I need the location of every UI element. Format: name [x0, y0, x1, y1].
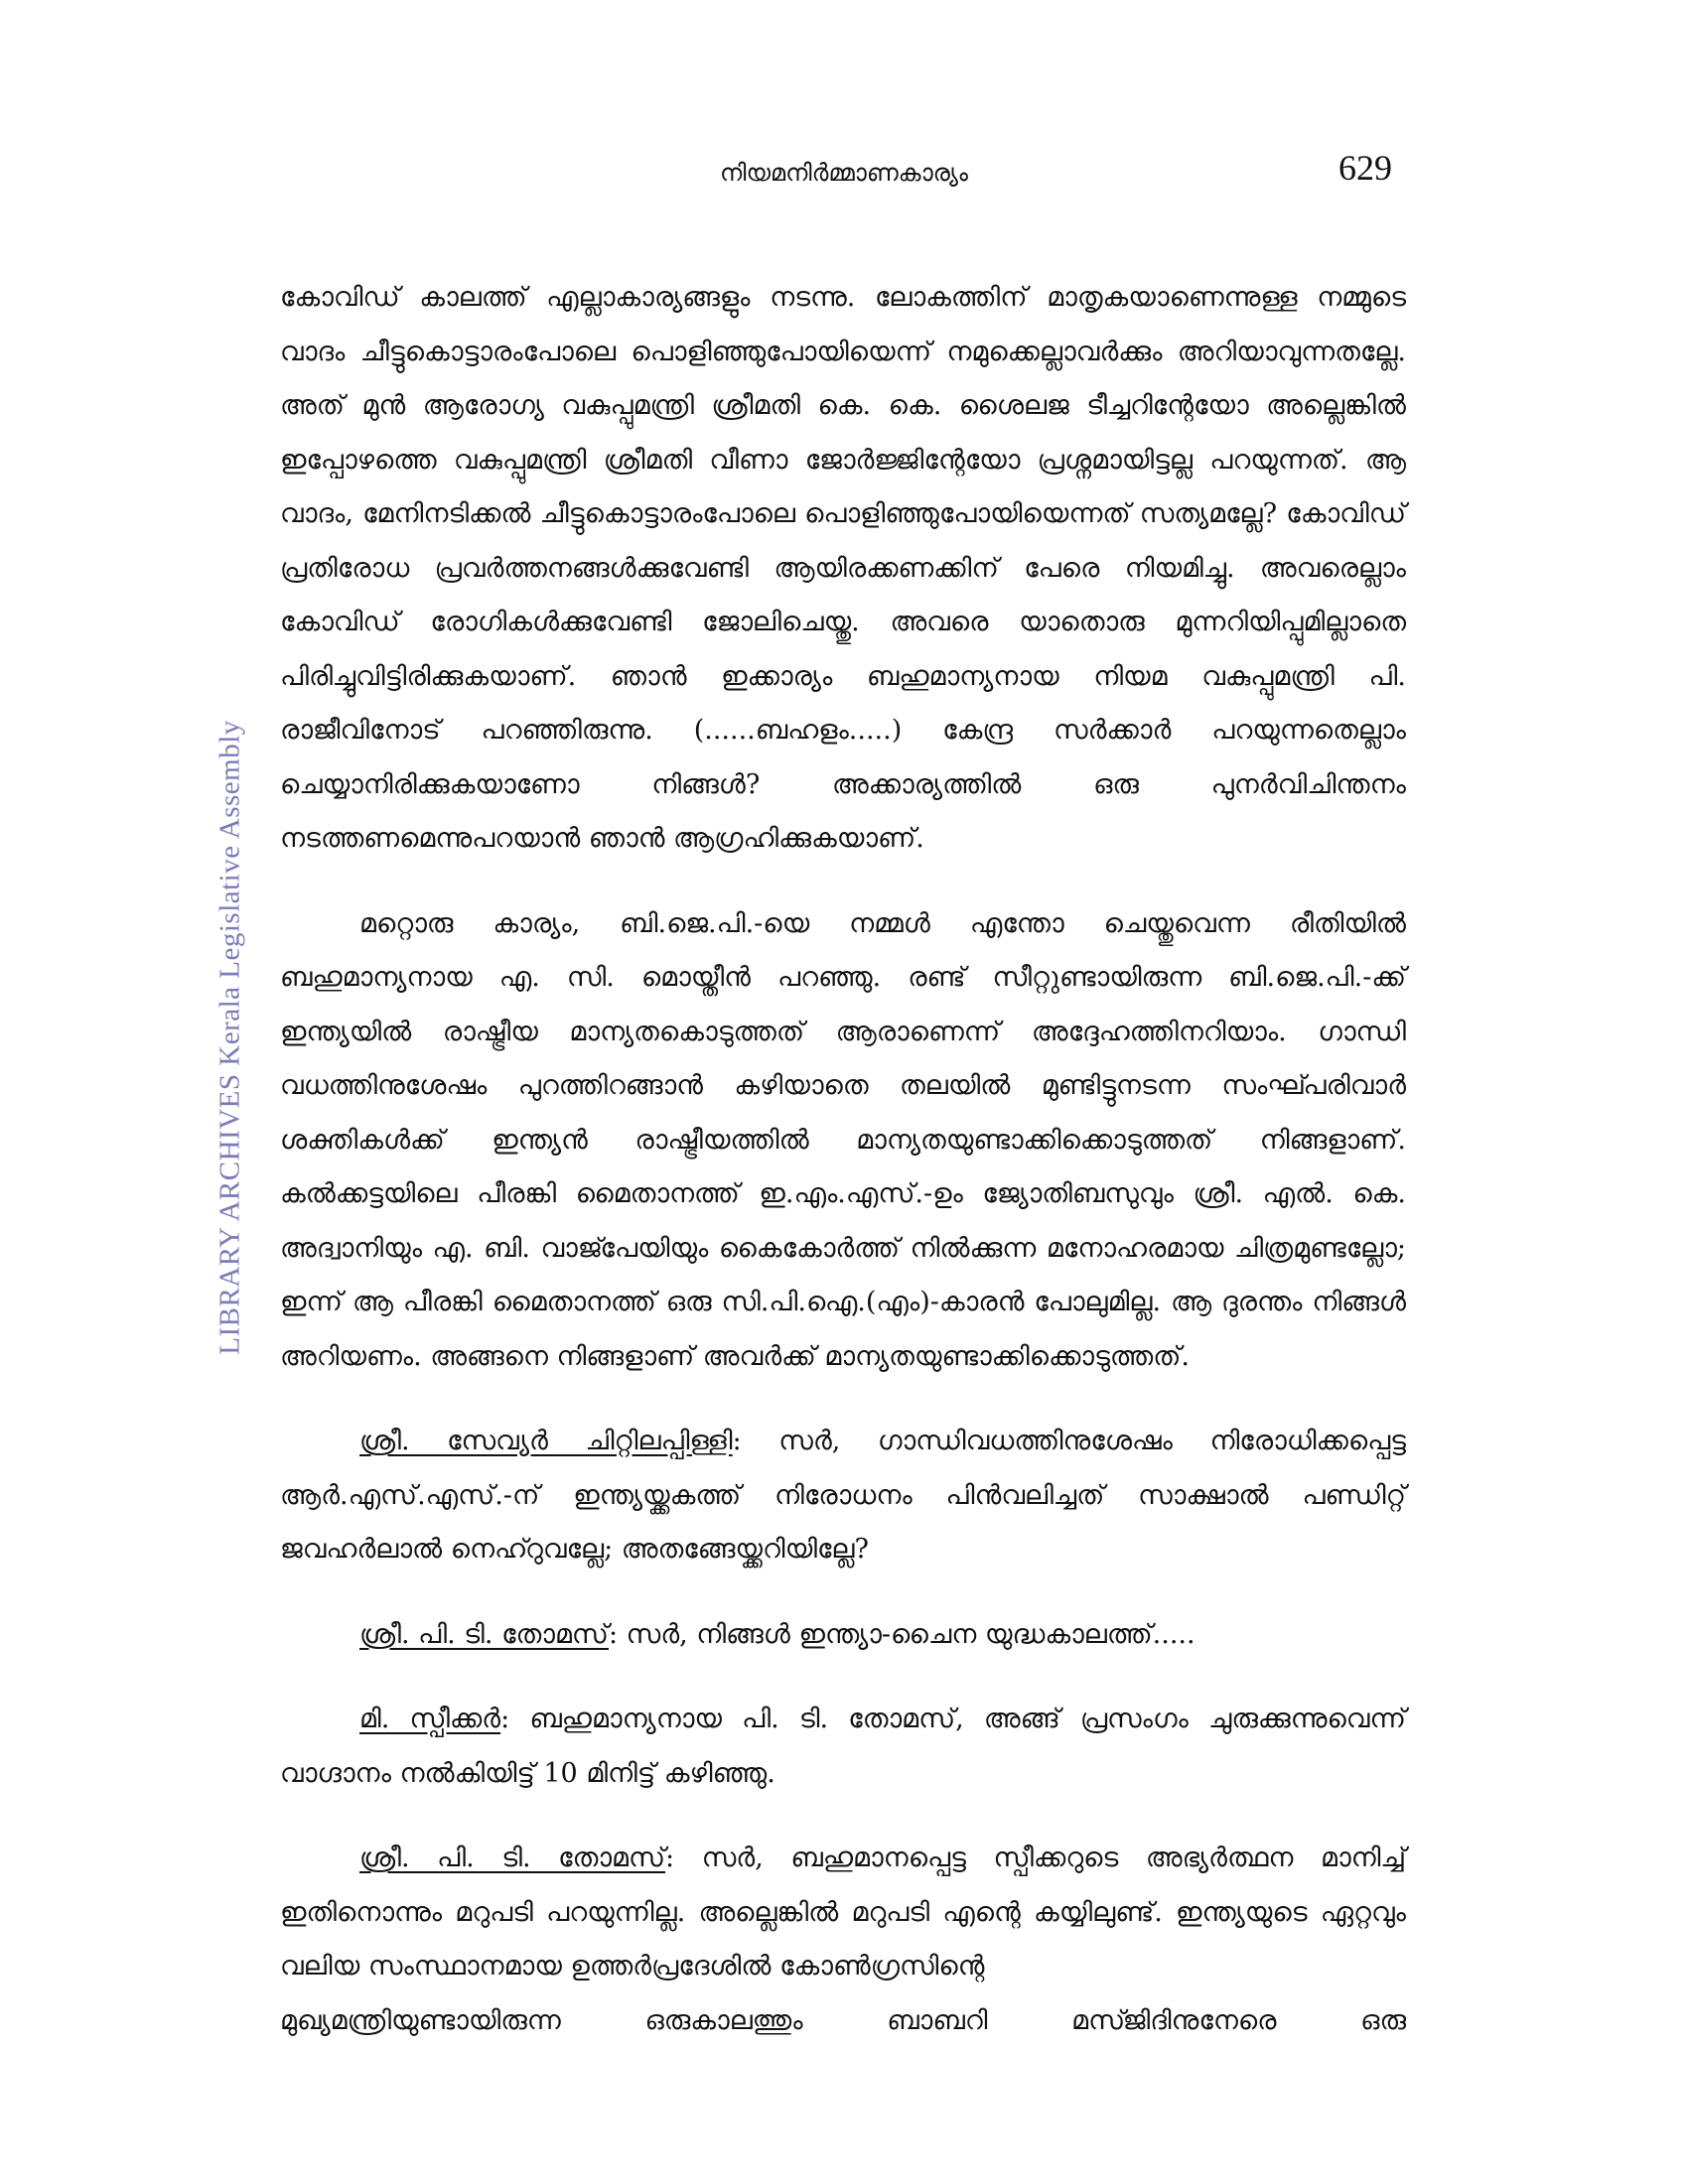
continued-word: ഒരുകാലത്തും [644, 2004, 803, 2036]
speaker-name: മി. സ്പീക്കർ [359, 1704, 501, 1734]
speech-text: : സർ, ഗാന്ധിവധത്തിനുശേഷം നിരോധിക്കപ്പെട്ട ആർ.എസ്.എസ്.-ന് ഇന്ത്യയ്ക്കകത്ത് നിരോധനം പിൻവലിച്ചത് സാക്ഷാൽ പണ്ഡിറ്റ് ജവഹർലാൽ നെഹ്റുവല്ലേ; അതങ്ങേയ്ക്കറിയില്ലേ? [280, 1426, 1407, 1565]
paragraph-2: മറ്റൊരു കാര്യം, ബി.ജെ.പി.-യെ നമ്മൾ എന്തോ ചെയ്തുവെന്ന രീതിയിൽ ബഹുമാന്യനായ എ. സി. മൊയ്തീൻ പറഞ്ഞു. രണ്ട് സീറ്റുണ്ടായിരുന്ന ബി.ജെ.പി.-ക്ക് ഇന്ത്യയിൽ രാഷ്ട്രീയ മാന്യതകൊടുത്തത് ആരാണെന്ന് അദ്ദേഹത്തിനറിയാം. ഗാന്ധി വധത്തിനുശേഷം പുറത്തിറങ്ങാൻ കഴിയാതെ തലയിൽ മുണ്ടിട്ടുനടന്ന സംഘ്പരിവാർ ശക്തികൾക്ക് ഇന്ത്യൻ രാഷ്ട്രീയത്തിൽ മാന്യതയുണ്ടാക്കിക്കൊടുത്തത് നിങ്ങളാണ്. കൽക്കട്ടയിലെ പീരങ്കി മൈതാനത്ത് ഇ.എം.എസ്.-ഉം ജ്യോതിബസുവും ശ്രീ. എൽ. കെ. അദ്വാനിയും എ. ബി. വാജ്പേയിയും കൈകോർത്ത് നിൽക്കുന്ന മനോഹരമായ ചിത്രമുണ്ടല്ലോ; ഇന്ന് ആ പീരങ്കി മൈതാനത്ത് ഒരു സി.പി.ഐ.(എം)-കാരൻ പോലുമില്ല. ആ ദുരന്തം നിങ്ങൾ അറിയണം. അങ്ങനെ നിങ്ങളാണ് അവർക്ക് മാന്യതയുണ്ടാക്കിക്കൊടുത്തത്. [280, 907, 1406, 1372]
vertical-watermark: LIBRARY ARCHIVES Kerala Legislative Assembly [213, 720, 246, 1355]
page-number: 629 [1338, 148, 1392, 188]
running-header-title: നിയമനിർമ്മാണകാര്യം [720, 159, 968, 187]
continued-word: മുഖ്യമന്ത്രിയുണ്ടായിരുന്ന [280, 2004, 561, 2036]
continued-word: മസ്ജിദിനുനേരെ [1071, 2004, 1277, 2036]
paragraph-1: കോവിഡ് കാലത്ത് എല്ലാകാര്യങ്ങളും നടന്നു. ലോകത്തിന് മാതൃകയാണെന്നുള്ള നമ്മുടെ വാദം ചീട്ടുകൊട്ടാരംപോലെ പൊളിഞ്ഞുപോയിയെന്ന് നമുക്കെല്ലാവർക്കും അറിയാവുന്നതല്ലേ. അത് മുൻ ആരോഗ്യ വകുപ്പുമന്ത്രി ശ്രീമതി കെ. കെ. ശൈലജ ടീച്ചറിന്റേയോ അല്ലെങ്കിൽ ഇപ്പോഴത്തെ വകുപ്പുമന്ത്രി ശ്രീമതി വീണാ ജോർജ്ജിന്റേയോ പ്രശ്നമായിട്ടല്ല പറയുന്നത്. ആ വാദം, മേനിനടിക്കൽ ചീട്ടുകൊട്ടാരംപോലെ പൊളിഞ്ഞുപോയിയെന്നത് സത്യമല്ലേ? കോവിഡ് പ്രതിരോധ പ്രവർത്തനങ്ങൾക്കുവേണ്ടി ആയിരക്കണക്കിന് പേരെ നിയമിച്ചു. അവരെല്ലാം കോവിഡ് രോഗികൾക്കുവേണ്ടി ജോലിചെയ്തു. അവരെ യാതൊരു മുന്നറിയിപ്പുമില്ലാതെ പിരിച്ചുവിട്ടിരിക്കുകയാണ്. ഞാൻ ഇക്കാര്യം ബഹുമാന്യനായ നിയമ വകുപ്പുമന്ത്രി പി. രാജീവിനോട് പറഞ്ഞിരുന്നു. (......ബഹളം.....) കേന്ദ്ര സർക്കാർ പറയുന്നതെല്ലാം ചെയ്യാനിരിക്കുകയാണോ നിങ്ങൾ? അക്കാര്യത്തിൽ ഒരു പുനർവിചിന്തനം നടത്തണമെന്നുപറയാൻ ഞാൻ ആഗ്രഹിക്കുകയാണ്. [280, 282, 1406, 854]
speaker-name: ശ്രീ. പി. ടി. തോമസ് [359, 1843, 665, 1873]
speech-speaker [280, 1693, 1406, 1801]
page-body [280, 271, 1406, 2048]
speech-text: : സർ, ബഹുമാനപ്പെട്ട സ്പീക്കറുടെ അഭ്യർത്ഥന മാനിച്ച് ഇതിനൊന്നും മറുപടി പറയുന്നില്ല. അല്ലെങ്കിൽ മറുപടി എന്റെ കയ്യിലുണ്ട്. ഇന്ത്യയുടെ ഏറ്റവും വലിയ സംസ്ഥാനമായ ഉത്തർപ്രദേശിൽ കോൺഗ്രസിന്റെ [280, 1843, 1406, 1981]
speech-text: : ബഹുമാന്യനായ പി. ടി. തോമസ്, അങ്ങ് പ്രസംഗം ചുരുക്കുന്നുവെന്ന് വാഗ്ദാനം നൽകിയിട്ട് 10 മിനിട്ട് കഴിഞ്ഞു. [280, 1704, 1406, 1789]
continued-word: ബാബറി [887, 2004, 988, 2036]
speech-pt-thomas-2 [280, 1832, 1406, 1994]
speech-pt-thomas-1 [280, 1608, 1406, 1663]
continued-word: ഒരു [1360, 2004, 1406, 2036]
continued-line [280, 1994, 1406, 2049]
speech-xavier-chittilappilly [280, 1415, 1406, 1577]
speaker-name: ശ്രീ. സേവ്യർ ചിറ്റിലപ്പിള്ളി [359, 1426, 733, 1456]
speech-text: : സർ, നിങ്ങൾ ഇന്ത്യാ-ചൈന യുദ്ധകാലത്ത്..... [608, 1618, 1196, 1650]
speaker-name: ശ്രീ. പി. ടി. തോമസ് [359, 1618, 609, 1650]
